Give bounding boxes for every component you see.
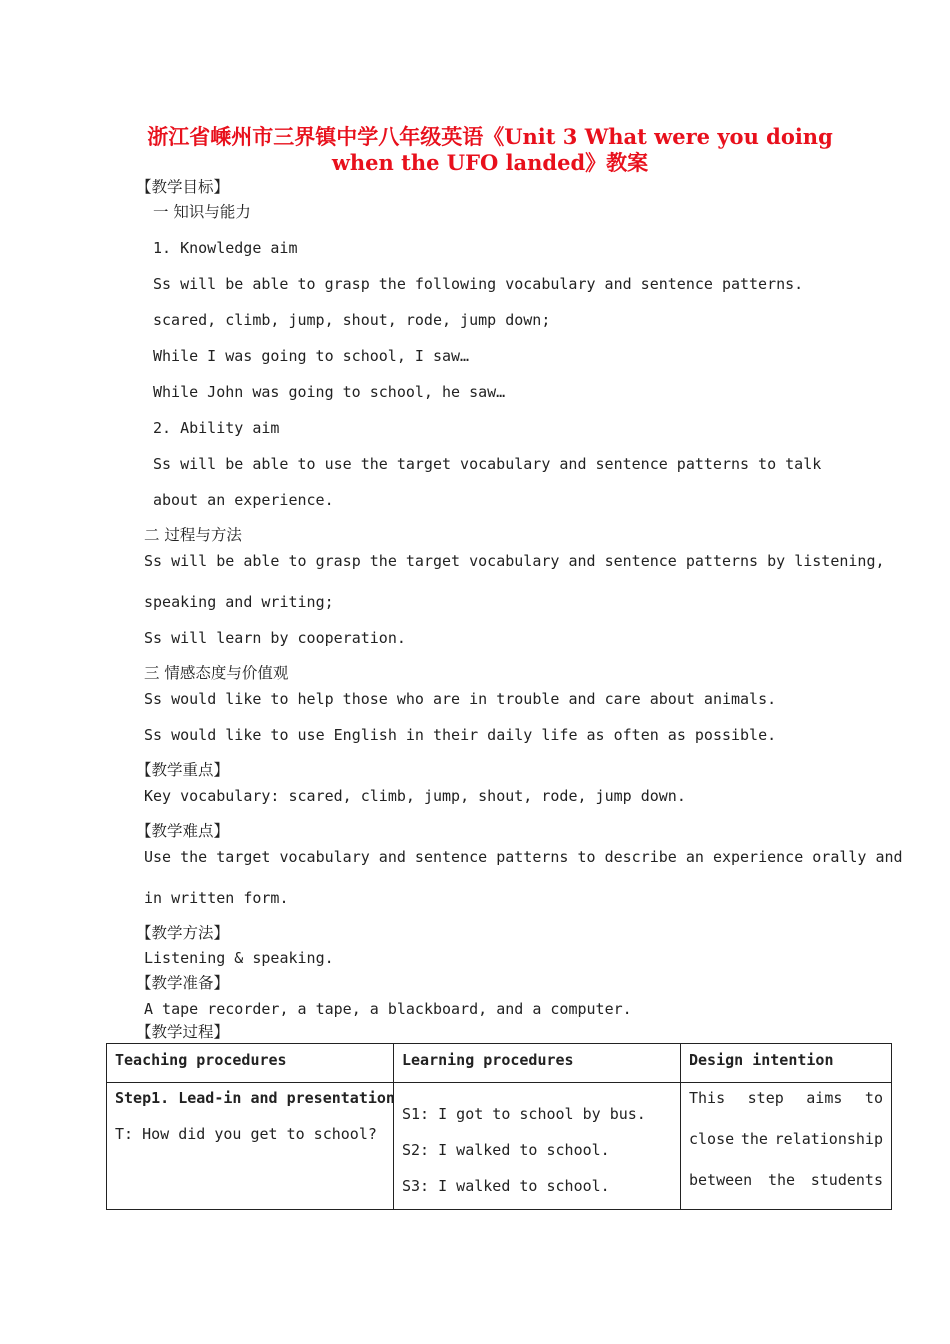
title-line-1: 浙江省嵊州市三界镇中学八年级英语《Unit 3 What were you doing (147, 124, 833, 149)
intention-line-3: between the students (689, 1171, 883, 1189)
table-header-row (107, 1044, 892, 1083)
knowledge-line-3: While I was going to school, I saw… (153, 347, 470, 365)
teacher-question: T: How did you get to school? (115, 1125, 377, 1143)
section-emotion-values: 三 情感态度与价值观 (144, 664, 289, 682)
process-line-2: speaking and writing; (144, 593, 334, 611)
header-learning-procedures: Learning procedures (394, 1044, 681, 1083)
title-line-2: when the UFO landed》教案 (331, 150, 649, 175)
ability-line-2: about an experience. (153, 491, 334, 509)
methods-text: Listening & speaking. (144, 949, 334, 967)
emotion-line-1: Ss would like to help those who are in trouble and care about animals. (144, 690, 777, 708)
student-answer-3: S3: I walked to school. (402, 1177, 610, 1195)
teaching-cell (107, 1083, 394, 1210)
header-teaching-procedures: Teaching procedures (107, 1044, 394, 1083)
intention-cell (681, 1083, 892, 1210)
process-line-3: Ss will learn by cooperation. (144, 629, 406, 647)
intention-line-2: close the relationship (689, 1130, 883, 1148)
intention-line-1: This step aims to (689, 1089, 883, 1107)
emotion-line-2: Ss would like to use English in their daily life as often as possible. (144, 726, 777, 744)
knowledge-line-1: Ss will be able to grasp the following vocabulary and sentence patterns. (153, 275, 804, 293)
knowledge-line-2: scared, climb, jump, shout, rode, jump down; (153, 311, 551, 329)
section-process-method: 二 过程与方法 (144, 526, 242, 544)
document-title (100, 124, 880, 176)
key-points-text: Key vocabulary: scared, climb, jump, shout, rode, jump down. (144, 787, 686, 805)
process-heading: 【教学过程】 (136, 1023, 230, 1041)
learning-cell (394, 1083, 681, 1210)
step-title: Step1. Lead-in and presentation (115, 1089, 395, 1107)
difficult-points-line-2: in written form. (144, 889, 289, 907)
student-answer-2: S2: I walked to school. (402, 1141, 610, 1159)
preparation-text: A tape recorder, a tape, a blackboard, and a computer. (144, 1000, 632, 1018)
ability-aim-label: 2. Ability aim (153, 419, 280, 437)
ability-line-1: Ss will be able to use the target vocabulary and sentence patterns to talk (153, 455, 822, 473)
section-knowledge-ability: 一 知识与能力 (153, 203, 251, 221)
header-design-intention: Design intention (681, 1044, 892, 1083)
key-points-heading: 【教学重点】 (136, 761, 230, 779)
objectives-heading: 【教学目标】 (136, 178, 230, 196)
preparation-heading: 【教学准备】 (136, 974, 230, 992)
difficult-points-heading: 【教学难点】 (136, 822, 230, 840)
knowledge-line-4: While John was going to school, he saw… (153, 383, 506, 401)
knowledge-aim-label: 1. Knowledge aim (153, 239, 298, 257)
methods-heading: 【教学方法】 (136, 924, 230, 942)
teaching-process-table (106, 1043, 892, 1210)
difficult-points-line-1: Use the target vocabulary and sentence patterns to describe an experience orally and (144, 848, 903, 866)
process-line-1: Ss will be able to grasp the target vocabulary and sentence patterns by listening, (144, 552, 885, 570)
table-row (107, 1083, 892, 1210)
student-answer-1: S1: I got to school by bus. (402, 1105, 646, 1123)
